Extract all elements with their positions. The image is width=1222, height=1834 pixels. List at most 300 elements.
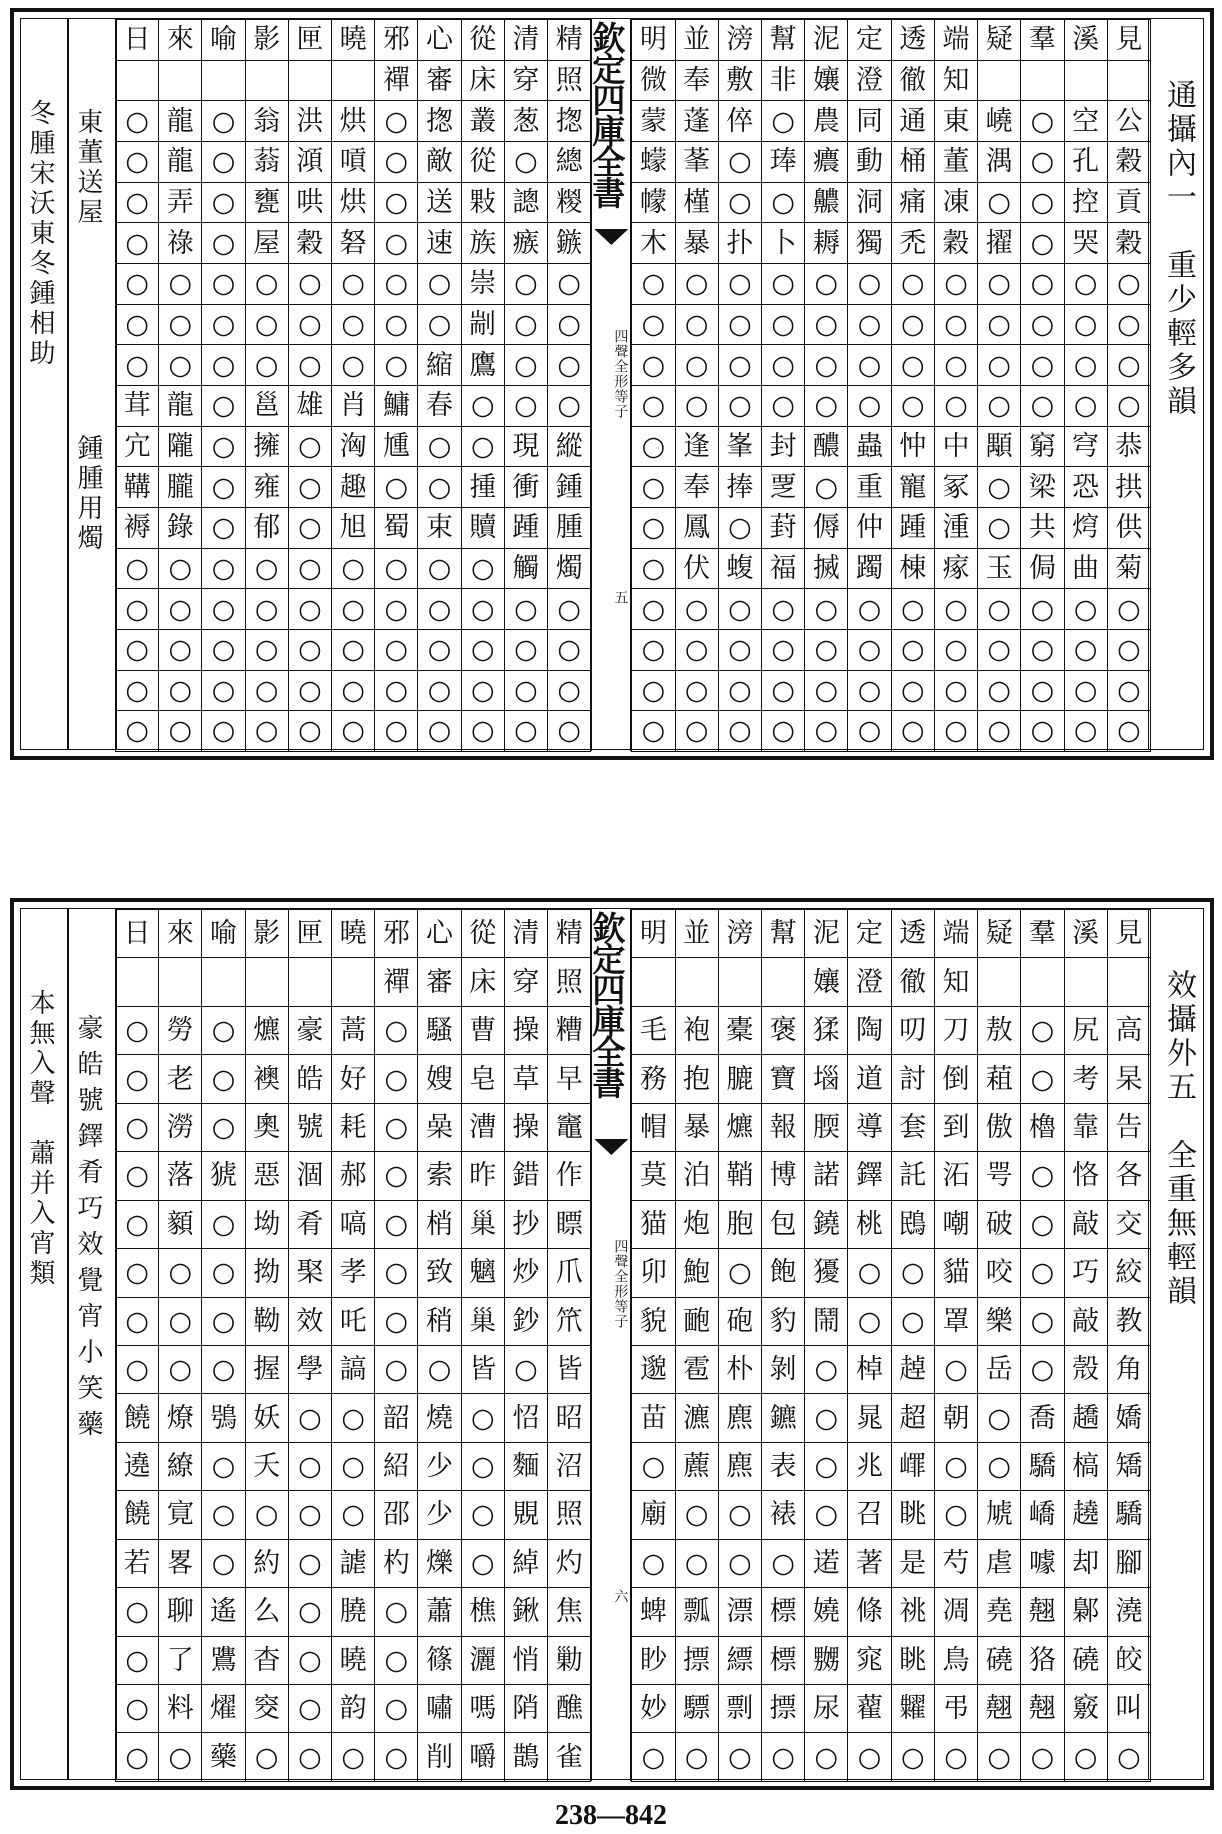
rhyme-cell: ○ bbox=[504, 589, 547, 630]
rhyme-cell: 樵 bbox=[461, 1588, 504, 1636]
rhyme-cell: 曲 bbox=[1064, 548, 1107, 589]
initial-header: 匣 bbox=[288, 910, 331, 958]
rhyme-cell: 朝 bbox=[934, 1394, 977, 1442]
rhyme-cell: 鍾 bbox=[548, 467, 591, 508]
initial-header: 邪 bbox=[375, 910, 418, 958]
rhyme-cell: 暴 bbox=[675, 1103, 718, 1151]
rhyme-cell: 恭 bbox=[1107, 426, 1150, 467]
rhyme-cell: ○ bbox=[1064, 589, 1107, 630]
rhyme-cell: ○ bbox=[504, 304, 547, 345]
rhyme-cell: 葱 bbox=[504, 101, 547, 142]
rhyme-cell: ○ bbox=[718, 385, 761, 426]
rhyme-cell: ○ bbox=[288, 507, 331, 548]
rhyme-cell: ○ bbox=[848, 670, 891, 711]
rhyme-cell: 猫 bbox=[632, 1200, 675, 1248]
rhyme-cell: 岳 bbox=[978, 1345, 1021, 1393]
initial-header: 喻 bbox=[202, 20, 245, 61]
rhyme-cell: 嬌 bbox=[1107, 1394, 1150, 1442]
rhyme-cell: ○ bbox=[288, 1491, 331, 1539]
rhyme-cell: 蒿 bbox=[332, 1006, 375, 1054]
rhyme-cell: ○ bbox=[891, 670, 934, 711]
rhyme-cell: 咢 bbox=[978, 1152, 1021, 1200]
rhyme-cell: 包 bbox=[762, 1200, 805, 1248]
initial-header: 定 bbox=[848, 910, 891, 958]
rhyme-cell: 遶 bbox=[116, 1442, 159, 1490]
rhyme-cell: ○ bbox=[245, 1491, 288, 1539]
rhyme-cell: 操 bbox=[504, 1103, 547, 1151]
rhyme-cell: 燎 bbox=[159, 1394, 202, 1442]
rhyme-cell: ○ bbox=[375, 304, 418, 345]
rhyme-cell: 眺 bbox=[891, 1491, 934, 1539]
rhyme-cell: 叫 bbox=[1107, 1685, 1150, 1733]
rhyme-cell: 了 bbox=[159, 1636, 202, 1684]
initial-subheader bbox=[1021, 958, 1064, 1006]
rhyme-cell: 藥 bbox=[202, 1733, 245, 1781]
rhyme-cell: 焦 bbox=[548, 1588, 591, 1636]
rhyme-cell: 料 bbox=[159, 1685, 202, 1733]
rhyme-cell: 瀌 bbox=[675, 1394, 718, 1442]
rhyme-cell: ○ bbox=[675, 1733, 718, 1781]
rhyme-cell: 謔 bbox=[332, 1539, 375, 1587]
rhyme-cell: 虐 bbox=[978, 1539, 1021, 1587]
rhyme-cell: ○ bbox=[891, 345, 934, 386]
rhyme-cell: 恪 bbox=[1064, 1152, 1107, 1200]
rhyme-cell: ○ bbox=[202, 1345, 245, 1393]
rhyme-cell: 麃 bbox=[718, 1442, 761, 1490]
rhyme-cell: ○ bbox=[116, 345, 159, 386]
rhyme-cell: 邕 bbox=[245, 385, 288, 426]
rhyme-cell: 傉 bbox=[805, 507, 848, 548]
rhyme-cell: ○ bbox=[762, 345, 805, 386]
rhyme-cell: ○ bbox=[632, 1733, 675, 1781]
rhyme-cell: 族 bbox=[461, 223, 504, 264]
rhyme-cell: 皆 bbox=[461, 1345, 504, 1393]
rhyme-cell: 叢 bbox=[461, 101, 504, 142]
initial-subheader bbox=[159, 958, 202, 1006]
rhyme-cell: ○ bbox=[1021, 1006, 1064, 1054]
rhyme-cell: ○ bbox=[718, 1539, 761, 1587]
rhyme-cell: 毛 bbox=[632, 1006, 675, 1054]
rhyme-cell: 炒 bbox=[504, 1249, 547, 1297]
rhyme-cell: 敤 bbox=[461, 182, 504, 223]
rhyme-cell: 砲 bbox=[718, 1297, 761, 1345]
rhyme-cell: 蜀 bbox=[375, 507, 418, 548]
rhyme-cell: 破 bbox=[978, 1200, 1021, 1248]
rhyme-cell: ○ bbox=[288, 1539, 331, 1587]
rhyme-cell: 孝 bbox=[332, 1249, 375, 1297]
rhyme-cell: 屋 bbox=[245, 223, 288, 264]
rhyme-cell: 尿 bbox=[805, 1685, 848, 1733]
rhyme-cell: 倒 bbox=[934, 1055, 977, 1103]
rhyme-cell: 邵 bbox=[375, 1491, 418, 1539]
rhyme-cell: 旭 bbox=[332, 507, 375, 548]
rhyme-cell: 翹 bbox=[1021, 1588, 1064, 1636]
rhyme-cell: ○ bbox=[718, 711, 761, 752]
rhyme-cell: 顒 bbox=[978, 426, 1021, 467]
rhyme-cell: ○ bbox=[116, 548, 159, 589]
rhyme-cell: 爊 bbox=[245, 1006, 288, 1054]
rhyme-cell: ○ bbox=[718, 629, 761, 670]
rhyme-cell: 澆 bbox=[1107, 1588, 1150, 1636]
rhyme-cell: 杓 bbox=[375, 1539, 418, 1587]
initial-header: 日 bbox=[116, 20, 159, 61]
rhyme-cell: ○ bbox=[1021, 629, 1064, 670]
initial-header: 見 bbox=[1107, 20, 1150, 61]
rhyme-cell: 踵 bbox=[891, 507, 934, 548]
rhyme-cell: 寵 bbox=[891, 467, 934, 508]
rhyme-cell: 號 bbox=[288, 1103, 331, 1151]
rhyme-cell: 蕭 bbox=[418, 1588, 461, 1636]
initial-subheader bbox=[1107, 60, 1150, 101]
initial-header: 心 bbox=[418, 910, 461, 958]
rhyme-cell: 叨 bbox=[891, 1006, 934, 1054]
rhyme-cell: 窮 bbox=[1021, 426, 1064, 467]
rhyme-cell: 龍 bbox=[159, 141, 202, 182]
rhyme-cell: 剬 bbox=[461, 304, 504, 345]
rhyme-cell: ○ bbox=[461, 1394, 504, 1442]
rhyme-cell: ○ bbox=[632, 589, 675, 630]
rhyme-cell: ○ bbox=[202, 1491, 245, 1539]
rhyme-cell: 漂 bbox=[718, 1588, 761, 1636]
rhyme-cell: 梢 bbox=[418, 1200, 461, 1248]
rhyme-cell: ○ bbox=[675, 1539, 718, 1587]
rhyme-cell: 送 bbox=[418, 182, 461, 223]
rhyme-cell: 灑 bbox=[461, 1636, 504, 1684]
rhyme-cell: 嫂 bbox=[418, 1055, 461, 1103]
rhyme-cell: 驕 bbox=[1021, 1442, 1064, 1490]
rhyme-grid bbox=[631, 909, 1151, 1782]
rhyme-cell: ○ bbox=[1107, 629, 1150, 670]
initial-subheader: 澄 bbox=[848, 60, 891, 101]
rhyme-cell: 嶢 bbox=[978, 101, 1021, 142]
initial-header: 溪 bbox=[1064, 910, 1107, 958]
rhyme-cell: 獨 bbox=[848, 223, 891, 264]
rhyme-cell: 雄 bbox=[288, 385, 331, 426]
rhyme-cell: 瓢 bbox=[675, 1588, 718, 1636]
rhyme-cell: ○ bbox=[762, 304, 805, 345]
rhyme-cell: 鷹 bbox=[461, 345, 504, 386]
rhyme-cell: ○ bbox=[245, 711, 288, 752]
rhyme-cell: ○ bbox=[848, 304, 891, 345]
rhyme-cell: 躅 bbox=[848, 548, 891, 589]
rhyme-cell: 嗃 bbox=[332, 1200, 375, 1248]
rhyme-cell: ○ bbox=[718, 1249, 761, 1297]
rhyme-cell: ○ bbox=[375, 629, 418, 670]
rhyme-cell: ○ bbox=[805, 629, 848, 670]
rhyme-cell: 超 bbox=[891, 1394, 934, 1442]
initial-header: 並 bbox=[675, 910, 718, 958]
rhyme-cell: 涸 bbox=[288, 1152, 331, 1200]
rhyme-cell: 砮 bbox=[332, 223, 375, 264]
initial-header: 影 bbox=[245, 910, 288, 958]
rhyme-cell: 福 bbox=[762, 548, 805, 589]
initial-header: 透 bbox=[891, 20, 934, 61]
rhyme-cell: 尰 bbox=[375, 426, 418, 467]
rhyme-cell: 殼 bbox=[1064, 1345, 1107, 1393]
rhyme-cell: 搣 bbox=[805, 548, 848, 589]
rhyme-cell: 醲 bbox=[805, 426, 848, 467]
rhyme-cell: 洪 bbox=[288, 101, 331, 142]
rhyme-cell: 皂 bbox=[461, 1055, 504, 1103]
rhyme-cell: ○ bbox=[1064, 670, 1107, 711]
rhyme-cell: 莫 bbox=[632, 1152, 675, 1200]
rhyme-cell: 恐 bbox=[1064, 467, 1107, 508]
rhyme-cell: ○ bbox=[375, 1200, 418, 1248]
rhyme-cell: ○ bbox=[805, 345, 848, 386]
rhyme-cell: 澇 bbox=[159, 1103, 202, 1151]
rhyme-cell: 朴 bbox=[718, 1345, 761, 1393]
rhyme-cell: 鍬 bbox=[504, 1588, 547, 1636]
rhyme-cell: 鬧 bbox=[805, 1297, 848, 1345]
initial-header: 精 bbox=[548, 20, 591, 61]
rhyme-cell: 綽 bbox=[504, 1539, 547, 1587]
rhyme-cell: 縱 bbox=[548, 426, 591, 467]
rhyme-cell: 速 bbox=[418, 223, 461, 264]
rhyme-cell: ○ bbox=[891, 711, 934, 752]
rhyme-cell: 鴞 bbox=[202, 1394, 245, 1442]
rhyme-cell: 蜱 bbox=[632, 1588, 675, 1636]
rhyme-cell: ○ bbox=[504, 1345, 547, 1393]
rhyme-cell: ○ bbox=[116, 1055, 159, 1103]
rhyme-cell: 若 bbox=[116, 1539, 159, 1587]
initial-subheader: 非 bbox=[762, 60, 805, 101]
rhyme-cell: ○ bbox=[202, 1103, 245, 1151]
rhyme-cell: ○ bbox=[805, 670, 848, 711]
rhyme-cell: ○ bbox=[1021, 1055, 1064, 1103]
rhyme-cell: ○ bbox=[418, 589, 461, 630]
divider bbox=[67, 19, 69, 749]
rhyme-cell: 膮 bbox=[332, 1588, 375, 1636]
rhyme-cell: 教 bbox=[1107, 1297, 1150, 1345]
rhyme-cell: 糟 bbox=[548, 1006, 591, 1054]
rhyme-cell: 磽 bbox=[978, 1636, 1021, 1684]
rhyme-cell: 召 bbox=[848, 1491, 891, 1539]
rhyme-cell: ○ bbox=[418, 548, 461, 589]
rhyme-cell: ○ bbox=[504, 141, 547, 182]
rhyme-cell: ○ bbox=[1107, 263, 1150, 304]
initial-subheader: 知 bbox=[934, 958, 977, 1006]
rhyme-cell: ○ bbox=[288, 1733, 331, 1781]
rhyme-cell: 帽 bbox=[632, 1103, 675, 1151]
rhyme-cell: ○ bbox=[978, 182, 1021, 223]
rhyme-cell: ○ bbox=[1021, 1297, 1064, 1345]
rhyme-cell: 穀 bbox=[934, 223, 977, 264]
rhyme-cell: ○ bbox=[504, 263, 547, 304]
rhyme-cell: ○ bbox=[245, 345, 288, 386]
rhyme-cell: 哄 bbox=[288, 182, 331, 223]
rhyme-cell: ○ bbox=[632, 304, 675, 345]
rhyme-cell: 春 bbox=[418, 385, 461, 426]
rhyme-cell: 醮 bbox=[548, 1685, 591, 1733]
rhyme-cell: ○ bbox=[332, 1733, 375, 1781]
rhyme-cell: ○ bbox=[891, 263, 934, 304]
rhyme-cell: ○ bbox=[891, 629, 934, 670]
initial-subheader bbox=[1064, 60, 1107, 101]
rhyme-cell: ○ bbox=[934, 345, 977, 386]
rhyme-cell: ○ bbox=[202, 263, 245, 304]
rhyme-cell: ○ bbox=[504, 670, 547, 711]
rhyme-cell: ○ bbox=[288, 1588, 331, 1636]
rhyme-cell: ○ bbox=[891, 1297, 934, 1345]
rhyme-cell: 約 bbox=[245, 1539, 288, 1587]
rhyme-cell: ○ bbox=[461, 1539, 504, 1587]
rhyme-cell: ○ bbox=[718, 670, 761, 711]
rhyme-cell: 崇 bbox=[461, 263, 504, 304]
rhyme-cell: ○ bbox=[891, 589, 934, 630]
rhyme-cell: ○ bbox=[116, 1297, 159, 1345]
rhyme-cell: 擁 bbox=[245, 426, 288, 467]
rhyme-cell: 標 bbox=[762, 1588, 805, 1636]
rhyme-cell: 幪 bbox=[632, 182, 675, 223]
rhyme-cell: 鏃 bbox=[548, 223, 591, 264]
initial-header: 溪 bbox=[1064, 20, 1107, 61]
rhyme-cell: ○ bbox=[632, 548, 675, 589]
rhyme-cell: ○ bbox=[805, 467, 848, 508]
rhyme-cell: 謥 bbox=[504, 182, 547, 223]
rhyme-cell: 竈 bbox=[548, 1103, 591, 1151]
rhyme-cell: 控 bbox=[1064, 182, 1107, 223]
rhyme-cell: 翁 bbox=[245, 101, 288, 142]
rhyme-cell: 棹 bbox=[848, 1345, 891, 1393]
rhyme-cell: ○ bbox=[202, 1297, 245, 1345]
rhyme-cell: ○ bbox=[762, 670, 805, 711]
rhyme-cell: ○ bbox=[1021, 1200, 1064, 1248]
rhyme-cell: ○ bbox=[1021, 1345, 1064, 1393]
rhyme-cell: ○ bbox=[288, 589, 331, 630]
rhyme-cell: ○ bbox=[762, 1733, 805, 1781]
rhyme-cell: ○ bbox=[718, 182, 761, 223]
rhyme-cell: ○ bbox=[1021, 101, 1064, 142]
rhyme-cell: ○ bbox=[159, 263, 202, 304]
rhyme-cell: ○ bbox=[1021, 711, 1064, 752]
rhyme-cell: 澒 bbox=[288, 141, 331, 182]
rhyme-cell: 坳 bbox=[245, 1200, 288, 1248]
rhyme-cell: 祿 bbox=[159, 223, 202, 264]
rhyme-cell: 芍 bbox=[934, 1539, 977, 1587]
rhyme-cell: ○ bbox=[288, 670, 331, 711]
rhyme-cell: ○ bbox=[375, 670, 418, 711]
rhyme-cell: ○ bbox=[675, 589, 718, 630]
rhyme-cell: 鳥 bbox=[934, 1636, 977, 1684]
rhyme-cell: ○ bbox=[116, 1103, 159, 1151]
rhyme-cell: 妙 bbox=[632, 1685, 675, 1733]
rhyme-cell: ○ bbox=[288, 1394, 331, 1442]
initial-subheader: 知 bbox=[934, 60, 977, 101]
rhyme-cell: 伏 bbox=[675, 548, 718, 589]
rhyme-cell: ○ bbox=[418, 467, 461, 508]
rhyme-cell: ○ bbox=[375, 548, 418, 589]
rhyme-cell: ○ bbox=[1107, 589, 1150, 630]
rhyme-cell: 摽 bbox=[675, 1636, 718, 1684]
rhyme-cell: 奧 bbox=[245, 1103, 288, 1151]
rhyme-cell: ○ bbox=[978, 1733, 1021, 1781]
rhyme-cell: ○ bbox=[202, 467, 245, 508]
initial-subheader: 徹 bbox=[891, 60, 934, 101]
rhyme-cell: 東 bbox=[934, 101, 977, 142]
rhyme-cell: ○ bbox=[461, 629, 504, 670]
rhyme-cell: 動 bbox=[848, 141, 891, 182]
rhyme-cell: 木 bbox=[632, 223, 675, 264]
rhyme-cell: ○ bbox=[202, 548, 245, 589]
rhyme-cell: 少 bbox=[418, 1442, 461, 1490]
rhyme-cell: 公 bbox=[1107, 101, 1150, 142]
rhyme-cell: 痛 bbox=[891, 182, 934, 223]
rhyme-cell: ○ bbox=[116, 670, 159, 711]
rhyme-cell: ○ bbox=[375, 1152, 418, 1200]
rhyme-cell: 封 bbox=[762, 426, 805, 467]
rhyme-cell: 雹 bbox=[675, 1345, 718, 1393]
rhyme-cell: ○ bbox=[718, 1733, 761, 1781]
initial-subheader bbox=[978, 958, 1021, 1006]
rhyme-cell: ○ bbox=[116, 263, 159, 304]
rhyme-cell: 曹 bbox=[461, 1006, 504, 1054]
rhyme-cell: 索 bbox=[418, 1152, 461, 1200]
rhyme-cell: ○ bbox=[159, 670, 202, 711]
rhyme-cell: ○ bbox=[202, 507, 245, 548]
rhyme-cell: ○ bbox=[805, 1491, 848, 1539]
rhyme-cell: 喬 bbox=[1021, 1394, 1064, 1442]
rhyme-cell: ○ bbox=[848, 345, 891, 386]
rhyme-cell: ○ bbox=[245, 304, 288, 345]
rhyme-cell: ○ bbox=[978, 670, 1021, 711]
rhyme-cell: 甕 bbox=[245, 182, 288, 223]
rhyme-cell: ○ bbox=[461, 1442, 504, 1490]
rhyme-cell: 供 bbox=[1107, 507, 1150, 548]
initial-header: 日 bbox=[116, 910, 159, 958]
rhyme-cell: ○ bbox=[202, 1200, 245, 1248]
rhyme-cell: 洶 bbox=[332, 426, 375, 467]
rhyme-cell: 託 bbox=[891, 1152, 934, 1200]
rhyme-cell: 嘲 bbox=[934, 1200, 977, 1248]
rhyme-cell: ○ bbox=[116, 629, 159, 670]
rhyme-cell: 角 bbox=[1107, 1345, 1150, 1393]
initial-header: 曉 bbox=[332, 20, 375, 61]
rhyme-cell: ○ bbox=[805, 1442, 848, 1490]
initial-subheader bbox=[116, 958, 159, 1006]
initial-header: 明 bbox=[632, 20, 675, 61]
initial-subheader: 照 bbox=[548, 958, 591, 1006]
rhyme-cell: ○ bbox=[548, 385, 591, 426]
initial-subheader bbox=[718, 958, 761, 1006]
rhyme-cell: 蟲 bbox=[848, 426, 891, 467]
rhyme-cell: 稍 bbox=[418, 1297, 461, 1345]
rhyme-cell: 重 bbox=[848, 467, 891, 508]
initial-header: 來 bbox=[159, 20, 202, 61]
rhyme-cell: 鮑 bbox=[675, 1249, 718, 1297]
rhyme-cell: ○ bbox=[202, 1539, 245, 1587]
rhyme-cell: ○ bbox=[1064, 711, 1107, 752]
rhyme-cell: 拗 bbox=[245, 1249, 288, 1297]
rhyme-cell: 燭 bbox=[548, 548, 591, 589]
rhyme-cell: 癑 bbox=[805, 141, 848, 182]
rhyme-cell: 覂 bbox=[762, 467, 805, 508]
rhyme-cell: ○ bbox=[288, 1636, 331, 1684]
rhyme-cell: 贖 bbox=[461, 507, 504, 548]
rhyme-cell: ○ bbox=[375, 1055, 418, 1103]
rhyme-cell: 縮 bbox=[418, 345, 461, 386]
initial-header: 影 bbox=[245, 20, 288, 61]
rhyme-cell: 敖 bbox=[978, 1006, 1021, 1054]
rhyme-cell: ○ bbox=[288, 1685, 331, 1733]
rhyme-cell: 報 bbox=[762, 1103, 805, 1151]
rhyme-cell: 豪 bbox=[288, 1006, 331, 1054]
fishtail-mark-icon bbox=[594, 229, 628, 245]
rhyme-cell: 暴 bbox=[675, 223, 718, 264]
rhyme-cell: ○ bbox=[805, 263, 848, 304]
rhyme-cell: ○ bbox=[332, 589, 375, 630]
rhyme-cell: 猱 bbox=[805, 1006, 848, 1054]
rhyme-cell: 耨 bbox=[805, 223, 848, 264]
